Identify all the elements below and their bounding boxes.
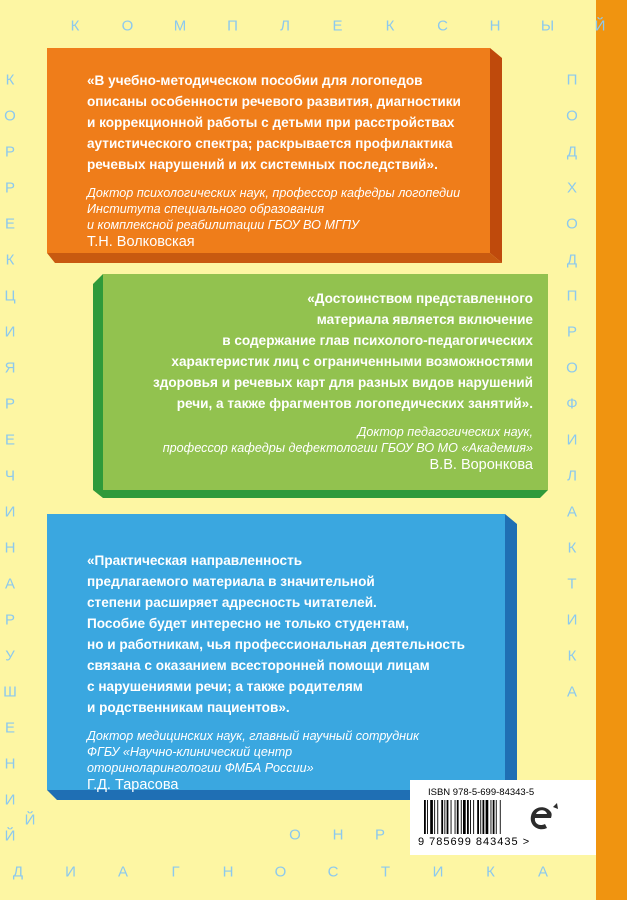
- border-letter-inner: О: [289, 826, 301, 844]
- border-letter-right: К: [567, 539, 577, 557]
- border-letter-right: О: [566, 107, 578, 125]
- border-letter-right: А: [566, 503, 577, 521]
- reviewer-name: В.В. Воронкова: [429, 457, 533, 473]
- reviewer-name: Т.Н. Волковская: [87, 234, 195, 250]
- border-letter-right: О: [566, 359, 578, 377]
- border-letter-right: И: [566, 431, 578, 449]
- border-letter-right: П: [566, 287, 578, 305]
- border-letter-bottom: Н: [222, 863, 234, 881]
- border-letter-top: П: [227, 17, 238, 35]
- border-letter-right: Д: [566, 143, 578, 161]
- border-letter-inner: Р: [374, 826, 385, 844]
- quote-card-orange: [47, 48, 502, 263]
- border-letter-top: С: [437, 17, 448, 35]
- border-letter-left: Н: [4, 755, 16, 773]
- border-letter-left: У: [5, 647, 15, 665]
- border-letter-right: О: [566, 215, 578, 233]
- border-letter-right: П: [566, 71, 578, 89]
- quote-text: «Практическая направленность предлагаемого материала в значительной степени расширяет адресность читателей. Пособие будет интересно не только студентам, но и работникам, чья профессиональная деятельность связана с оказанием всесторонней помощи лицам с нарушениями речи; а также родителям и родственникам пациентов».: [87, 553, 465, 715]
- border-letter-right: А: [566, 683, 577, 701]
- border-letter-bottom: И: [432, 863, 444, 881]
- quote-card-green: [93, 266, 548, 498]
- border-letter-bottom: Т: [380, 863, 391, 881]
- border-letter-bottom: С: [327, 863, 339, 881]
- border-letter-left: Ш: [3, 683, 17, 701]
- border-letter-top: Ы: [540, 17, 555, 35]
- border-letter-left: Ч: [5, 467, 15, 485]
- border-letter-left: Й: [4, 827, 16, 845]
- border-letter-top: Й: [594, 17, 606, 35]
- reviewer-name: Г.Д. Тарасова: [87, 777, 179, 793]
- border-letter-right: К: [567, 647, 577, 665]
- border-letter-right: Д: [566, 251, 578, 269]
- border-letter-left: К: [5, 71, 15, 89]
- border-letter-left: Р: [4, 179, 15, 197]
- border-letter-left: А: [4, 575, 15, 593]
- border-letter-left: Р: [4, 611, 15, 629]
- quote-card-blue: [47, 514, 517, 800]
- border-letter-top: Е: [332, 17, 343, 35]
- isbn-label: ISBN 978-5-699-84343-5: [428, 787, 535, 798]
- quote-text: «Достоинством представленного материала является включение в содержание глав психолого-педагогических характеристик лиц с ограниченными возможностями здоровья и речевых карт для разных видов нарушений речи, а также фрагментов логопедических занятий».: [152, 291, 533, 411]
- border-letter-bottom: А: [537, 863, 548, 881]
- border-letter-left: Р: [4, 143, 15, 161]
- border-letter-left: К: [5, 251, 15, 269]
- border-letter-top: М: [173, 17, 187, 35]
- border-letter-left: Р: [4, 395, 15, 413]
- border-letter-left: Е: [4, 431, 15, 449]
- border-letter-left: Е: [4, 719, 15, 737]
- border-letter-bottom: И: [65, 863, 76, 881]
- border-letter-bottom: Г: [171, 863, 180, 881]
- border-letter-top: К: [70, 17, 80, 35]
- border-letter-right: Л: [567, 467, 577, 485]
- border-letter-left: Е: [4, 215, 15, 233]
- border-letter-top: Н: [489, 17, 501, 35]
- border-letter-bottom: О: [274, 863, 287, 881]
- border-letter-left: И: [4, 791, 16, 809]
- book-spine: [596, 0, 627, 900]
- border-letter-right: И: [566, 611, 578, 629]
- border-letter-right: Ф: [566, 395, 578, 413]
- border-letter-right: Т: [567, 575, 577, 593]
- barcode: [424, 800, 524, 836]
- border-letter-right: Р: [566, 323, 577, 341]
- isbn-barcode-block: [410, 780, 596, 855]
- border-letter-bottom: Д: [12, 863, 24, 881]
- border-letter-left: Ц: [4, 287, 16, 305]
- border-letter-bottom: К: [486, 863, 495, 881]
- reviewer-title: Доктор педагогических наук, профессор кафедры дефектологии ГБОУ ВО МО «Академия»: [162, 425, 533, 455]
- border-letter-top: О: [121, 17, 134, 35]
- quote-text: «В учебно-методическом пособии для логопедов описаны особенности речевого развития, диагностики и коррекционной работы с детьми при расстройствах аутистического спектра; раскрывается профилактика речевых нарушений и их системных последствий».: [87, 73, 461, 172]
- reviewer-title: Доктор психологических наук, профессор кафедры логопедии Института специального образования и комплексной реабилитации ГБОУ ВО МГПУ: [87, 186, 461, 232]
- reviewer-title: Доктор медицинских наук, главный научный сотрудник ФГБУ «Научно-клинический центр оториноларингологии ФМБА России»: [87, 729, 420, 775]
- barcode-digits: 9 785699 843435 >: [418, 836, 531, 848]
- border-letter-top: Л: [280, 17, 290, 35]
- publisher-e-logo-icon: [524, 800, 560, 836]
- border-letter-left: О: [4, 107, 16, 125]
- border-letter-bottom: А: [117, 863, 128, 881]
- border-letter-extra: Й: [24, 811, 36, 829]
- border-letter-inner: Н: [332, 826, 344, 844]
- border-letter-left: И: [4, 503, 16, 521]
- border-letter-right: Х: [566, 179, 577, 197]
- border-letter-left: И: [4, 323, 16, 341]
- border-letter-left: Н: [4, 539, 16, 557]
- border-letter-top: К: [385, 17, 395, 35]
- border-letter-left: Я: [4, 359, 16, 377]
